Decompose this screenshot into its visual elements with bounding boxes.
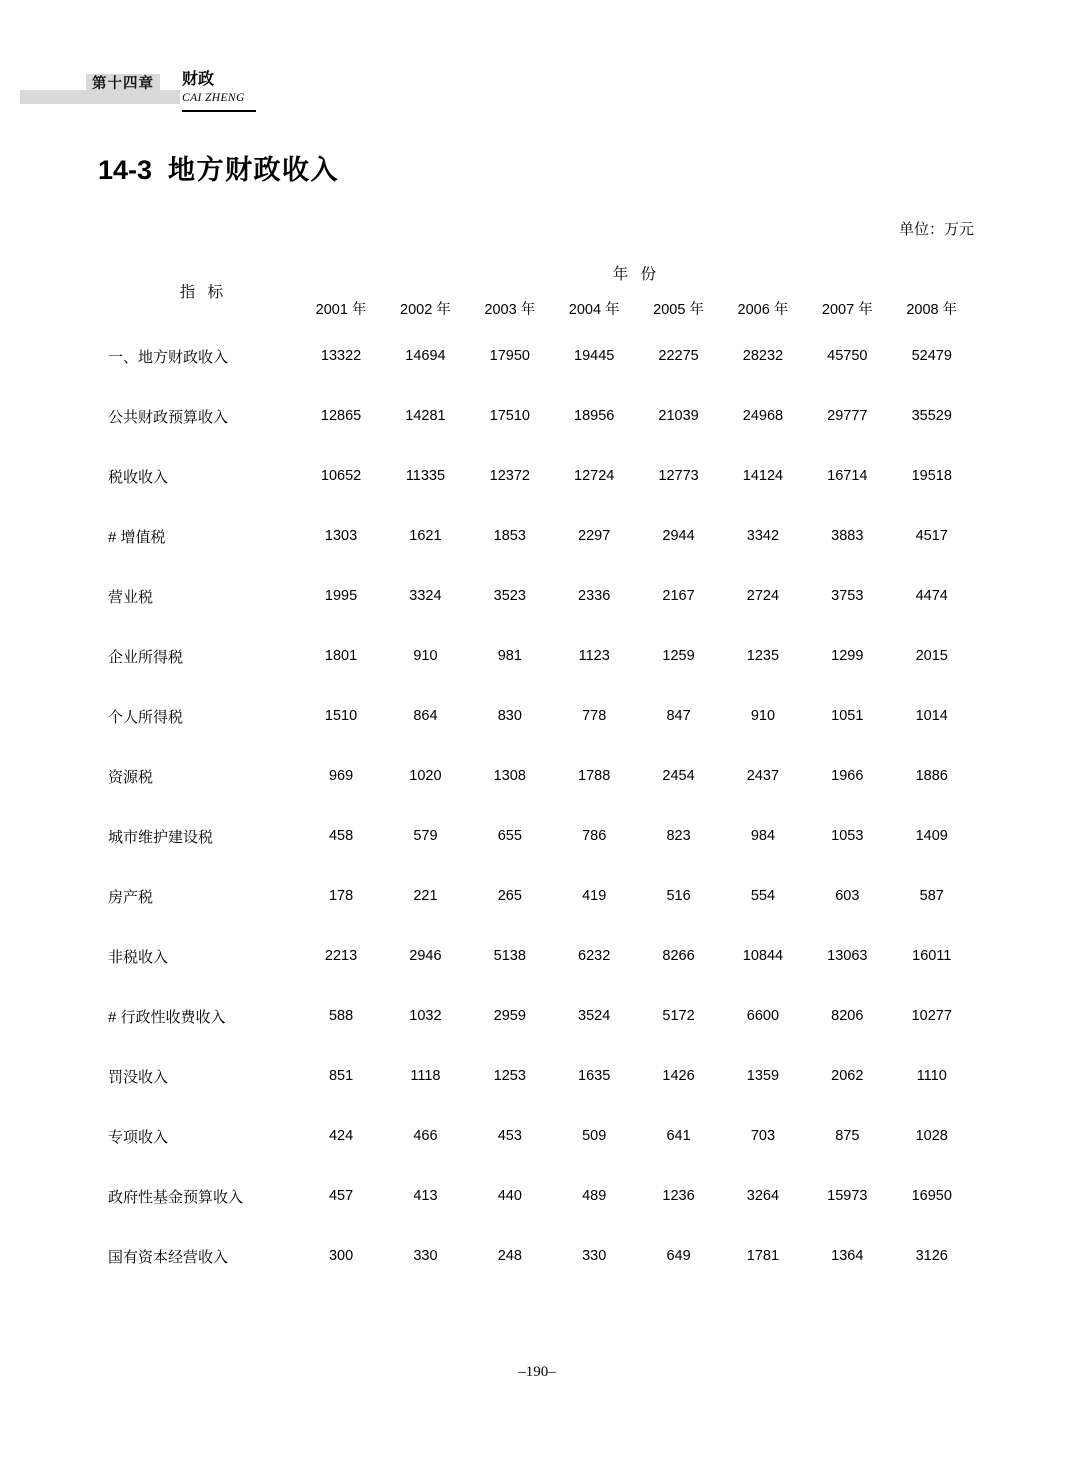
table-cell-value: 413 [413, 1188, 438, 1204]
unit-note: 单位：万元 [898, 221, 974, 238]
table-cell-value: 1308 [493, 768, 526, 784]
column-header-year: 2004 年 [568, 301, 620, 318]
row-label: # 行政性收费收入 [108, 1008, 226, 1026]
table-header-row-top [108, 256, 974, 290]
table-cell-value: 1020 [409, 768, 442, 784]
table-cell-value: 1303 [324, 528, 358, 544]
table-cell-value: 3753 [831, 588, 864, 604]
row-label: 公共财政预算收入 [108, 408, 229, 426]
row-label: 资源税 [108, 768, 154, 786]
table-cell-value: 778 [582, 708, 607, 724]
table-cell-value: 910 [750, 708, 776, 724]
table-row [108, 386, 974, 446]
column-header-year: 2005 年 [653, 301, 704, 318]
table-cell-value: 1053 [831, 828, 864, 844]
header-years: 年 份 [612, 266, 661, 283]
table-cell-value: 3342 [746, 528, 780, 544]
table-row [108, 806, 974, 866]
table-cell-value: 265 [497, 888, 522, 904]
table-cell-value: 330 [582, 1248, 607, 1264]
table-cell-value: 424 [328, 1128, 354, 1144]
running-head-rule [182, 110, 256, 112]
page-title-text: 地方财政收入 [168, 155, 340, 185]
table-row [108, 986, 974, 1046]
page-number: –190– [518, 1364, 556, 1380]
table-cell-value: 579 [413, 828, 438, 844]
table-cell-value: 8206 [831, 1008, 864, 1024]
table-cell-value: 52479 [911, 348, 952, 364]
table-cell-value: 466 [413, 1128, 438, 1144]
table-row [108, 746, 974, 806]
page-title [98, 148, 339, 187]
table-cell-value: 4474 [915, 588, 948, 604]
table-row [108, 446, 974, 506]
table-cell-value: 19518 [911, 468, 952, 484]
table-cell-value: 18956 [574, 408, 615, 424]
table-cell-value: 2944 [662, 528, 695, 544]
table-cell-value: 16011 [912, 948, 952, 964]
table-row [108, 1226, 974, 1286]
table-cell-value: 603 [835, 888, 860, 904]
table-cell-value: 3883 [831, 528, 864, 544]
table-cell-value: 3524 [578, 1008, 611, 1024]
table-cell-value: 2437 [746, 768, 780, 784]
table-cell-value: 1886 [915, 768, 948, 784]
table-cell-value: 910 [413, 648, 438, 664]
statistics-table [108, 256, 974, 1286]
table-cell-value: 453 [497, 1128, 522, 1144]
running-head [0, 62, 1074, 114]
table-cell-value: 1123 [578, 648, 610, 664]
table-cell-value: 969 [328, 768, 354, 784]
table-row [108, 1166, 974, 1226]
header-indicator: 指 标 [179, 284, 228, 301]
table-row [108, 626, 974, 686]
table-cell-value: 457 [328, 1188, 354, 1204]
table-cell-value: 12372 [489, 468, 530, 484]
table-row [108, 686, 974, 746]
table-cell-value: 1235 [746, 648, 780, 664]
row-label: 房产税 [108, 888, 154, 906]
table-cell-value: 649 [666, 1248, 691, 1264]
table-cell-value: 300 [328, 1248, 354, 1264]
row-label: 一、地方财政收入 [108, 348, 229, 366]
row-label: # 增值税 [108, 528, 166, 546]
table-row [108, 866, 974, 926]
table-cell-value: 588 [328, 1008, 354, 1024]
table-cell-value: 1253 [493, 1068, 526, 1084]
table-cell-value: 1259 [662, 648, 695, 664]
table-cell-value: 1409 [915, 828, 948, 844]
table-cell-value: 587 [919, 888, 944, 904]
table-cell-value: 516 [666, 888, 691, 904]
column-header-year: 2003 年 [484, 301, 536, 318]
table-cell-value: 2959 [493, 1008, 526, 1024]
table-cell-value: 4517 [915, 528, 948, 544]
table-cell-value: 786 [582, 828, 607, 844]
table-cell-value: 2454 [662, 768, 695, 784]
table-cell-value: 655 [497, 828, 522, 844]
table-cell-value: 5138 [493, 948, 526, 964]
table-cell-value: 35529 [911, 408, 952, 424]
table-cell-value: 703 [750, 1128, 776, 1144]
table-cell-value: 851 [328, 1068, 354, 1084]
table-cell-value: 440 [497, 1188, 522, 1204]
table-cell-value: 330 [413, 1248, 438, 1264]
table-cell-value: 22275 [658, 348, 699, 364]
table-cell-value: 1236 [662, 1188, 695, 1204]
table-cell-value: 2946 [409, 948, 442, 964]
table-cell-value: 641 [666, 1128, 691, 1144]
table-cell-value: 248 [497, 1248, 522, 1264]
table-cell-value: 10652 [320, 468, 362, 484]
table-cell-value: 221 [413, 888, 438, 904]
table-cell-value: 21039 [658, 408, 699, 424]
table-cell-value: 1299 [831, 648, 864, 664]
table-cell-value: 1028 [915, 1128, 948, 1144]
table-row [108, 566, 974, 626]
table-cell-value: 12865 [320, 408, 362, 424]
table-cell-value: 1014 [915, 708, 948, 724]
table-cell-value: 2213 [324, 948, 358, 964]
chapter-label: 第十四章 [86, 74, 160, 94]
table-cell-value: 1510 [324, 708, 358, 724]
column-header-year: 2006 年 [737, 301, 789, 318]
table-cell-value: 6600 [746, 1008, 780, 1024]
table-row [108, 1046, 974, 1106]
table-cell-value: 3523 [493, 588, 526, 604]
table-cell-value: 489 [582, 1188, 607, 1204]
table-cell-value: 14281 [405, 408, 446, 424]
statistics-table-container [108, 256, 974, 1286]
table-cell-value: 2724 [746, 588, 780, 604]
table-cell-value: 875 [835, 1128, 860, 1144]
table-cell-value: 981 [497, 648, 522, 664]
column-header-year: 2008 年 [906, 301, 958, 318]
table-cell-value: 1966 [831, 768, 864, 784]
table-cell-value: 2015 [915, 648, 948, 664]
table-cell-value: 1426 [662, 1068, 695, 1084]
table-cell-value: 2062 [831, 1068, 864, 1084]
table-row [108, 1106, 974, 1166]
table-cell-value: 1781 [746, 1248, 780, 1264]
table-cell-value: 178 [328, 888, 354, 904]
table-cell-value: 8266 [662, 948, 695, 964]
table-cell-value: 14694 [405, 348, 446, 364]
row-label: 营业税 [108, 588, 154, 606]
table-cell-value: 1032 [409, 1008, 442, 1024]
row-label: 政府性基金预算收入 [108, 1188, 244, 1206]
table-cell-value: 1110 [916, 1068, 947, 1084]
table-cell-value: 3324 [409, 588, 442, 604]
table-cell-value: 864 [413, 708, 438, 724]
chapter-pinyin: CAI ZHENG [182, 92, 245, 104]
table-cell-value: 13322 [320, 348, 362, 364]
row-label: 企业所得税 [108, 648, 184, 666]
table-cell-value: 16714 [827, 468, 868, 484]
table-cell-value: 1364 [831, 1248, 864, 1264]
table-cell-value: 12724 [574, 468, 615, 484]
table-cell-value: 3126 [915, 1248, 948, 1264]
table-cell-value: 984 [750, 828, 776, 844]
table-cell-value: 10844 [742, 948, 784, 964]
table-cell-value: 45750 [827, 348, 868, 364]
chapter-title: 财政 [182, 71, 215, 88]
table-cell-value: 554 [750, 888, 776, 904]
table-cell-value: 1621 [409, 528, 442, 544]
table-cell-value: 2297 [578, 528, 611, 544]
table-cell-value: 5172 [662, 1008, 695, 1024]
row-label: 专项收入 [108, 1128, 169, 1146]
table-cell-value: 24968 [742, 408, 784, 424]
row-label: 罚没收入 [108, 1068, 169, 1086]
table-cell-value: 14124 [742, 468, 784, 484]
table-cell-value: 1801 [324, 648, 358, 664]
table-cell-value: 6232 [578, 948, 611, 964]
table-cell-value: 29777 [827, 408, 868, 424]
table-cell-value: 847 [666, 708, 691, 724]
table-cell-value: 2336 [578, 588, 611, 604]
table-cell-value: 823 [666, 828, 691, 844]
table-row [108, 506, 974, 566]
column-header-year: 2001 年 [315, 301, 367, 318]
table-cell-value: 1995 [324, 588, 358, 604]
page-title-number: 14-3 [98, 155, 153, 185]
table-cell-value: 17950 [489, 348, 530, 364]
table-cell-value: 10277 [911, 1008, 952, 1024]
table-cell-value: 19445 [574, 348, 615, 364]
table-cell-value: 2167 [662, 588, 695, 604]
row-label: 国有资本经营收入 [108, 1248, 229, 1266]
column-header-year: 2007 年 [821, 301, 873, 318]
row-label: 个人所得税 [108, 708, 184, 726]
row-label: 税收收入 [108, 468, 169, 486]
table-cell-value: 11335 [405, 468, 446, 484]
table-cell-value: 1359 [746, 1068, 780, 1084]
row-label: 非税收入 [108, 948, 169, 966]
table-cell-value: 15973 [827, 1188, 868, 1204]
table-cell-value: 28232 [742, 348, 784, 364]
table-cell-value: 1635 [578, 1068, 611, 1084]
table-cell-value: 17510 [489, 408, 530, 424]
table-cell-value: 1788 [578, 768, 611, 784]
table-cell-value: 1118 [410, 1068, 441, 1084]
table-cell-value: 509 [582, 1128, 607, 1144]
table-cell-value: 419 [582, 888, 607, 904]
table-cell-value: 1051 [831, 708, 864, 724]
table-cell-value: 1853 [493, 528, 526, 544]
table-cell-value: 830 [497, 708, 522, 724]
table-cell-value: 16950 [911, 1188, 952, 1204]
table-cell-value: 13063 [827, 948, 868, 964]
table-cell-value: 458 [328, 828, 354, 844]
table-row [108, 326, 974, 386]
table-cell-value: 3264 [746, 1188, 780, 1204]
table-row [108, 926, 974, 986]
column-header-year: 2002 年 [400, 301, 451, 318]
table-cell-value: 12773 [658, 468, 699, 484]
row-label: 城市维护建设税 [108, 828, 214, 846]
